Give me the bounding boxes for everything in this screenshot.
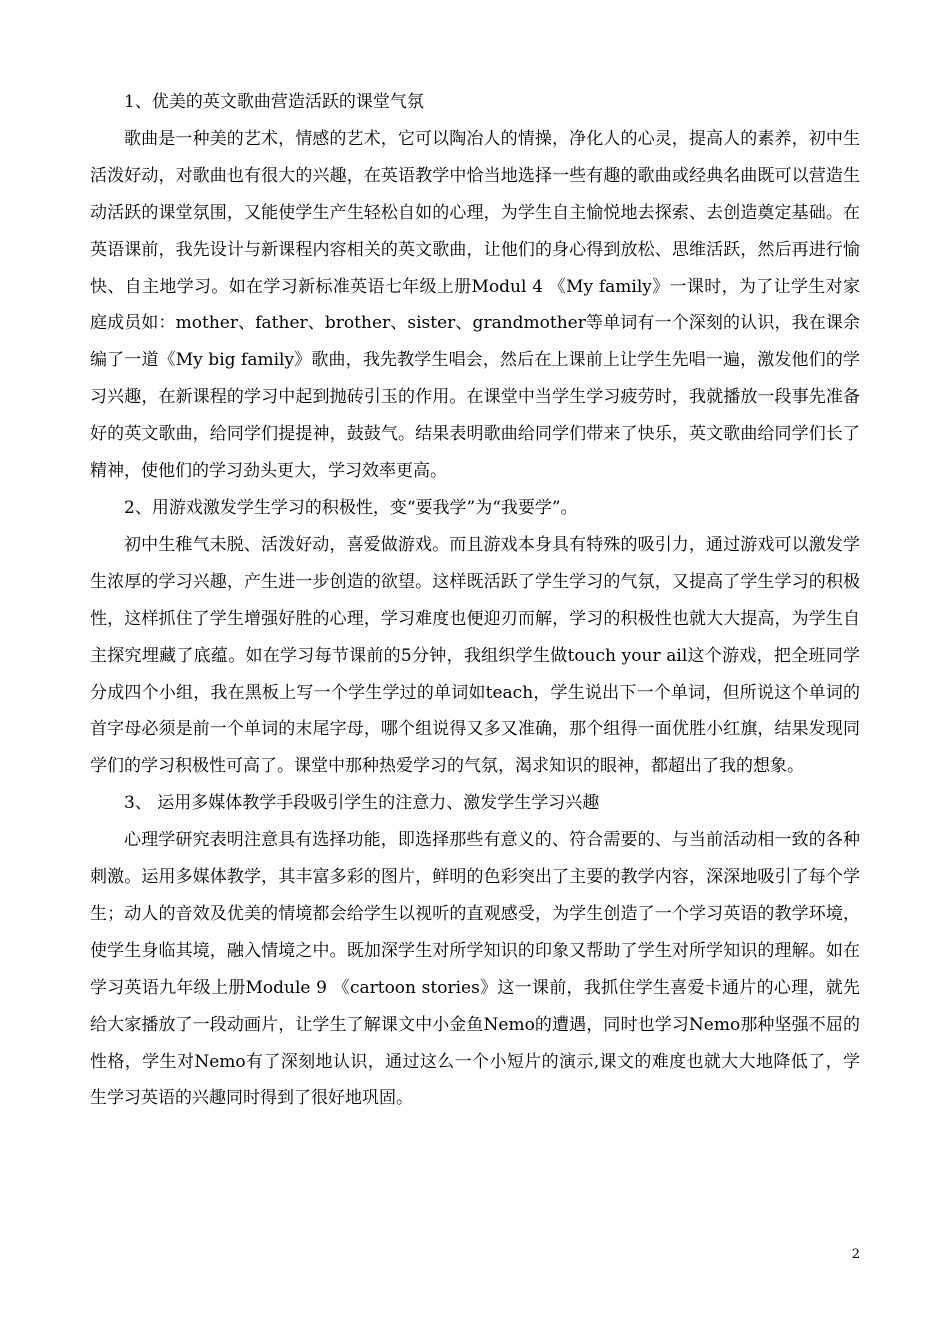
section-heading-1: 1、优美的英文歌曲营造活跃的课堂气氛 bbox=[124, 92, 424, 112]
page-number: 2 bbox=[851, 1247, 860, 1262]
document-page bbox=[90, 84, 860, 1117]
body-paragraph-2: 初中生稚气未脱、活泼好动，喜爱做游戏。而且游戏本身具有特殊的吸引力，通过游戏可以激发学生浓厚的学习兴趣，产生进一步创造的欲望。这样既活跃了学生学习的气氛，又提高了学生学习的积极性，这样抓住了学生增强好胜的心理，学习难度也便迎刃而解，学习的积极性也就大大提高，为学生自主探究埋藏了底蕴。如在学习每节课前的5分钟，我组织学生做touch your ail这个游戏，把全班同学分成四个小组，我在黑板上写一个学生学过的单词如teach，学生说出下一个单词，但所说这个单词的首字母必须是前一个单词的末尾字母，哪个组说得又多又准确，那个组得一面优胜小红旗，结果发现同学们的学习积极性可高了。课堂中那种热爱学习的气氛，渴求知识的眼神，都超出了我的想象。 bbox=[90, 534, 860, 777]
body-paragraph-1: 歌曲是一种美的艺术，情感的艺术，它可以陶冶人的情操，净化人的心灵，提高人的素养，初中生活泼好动，对歌曲也有很大的兴趣，在英语教学中恰当地选择一些有趣的歌曲或经典名曲既可以营造生动活跃的课堂氛围，又能使学生产生轻松自如的心理，为学生自主愉悦地去探索、去创造奠定基础。在英语课前，我先设计与新课程内容相关的英文歌曲，让他们的身心得到放松、思维活跃，然后再进行愉快、自主地学习。如在学习新标准英语七年级上册Modul 4 《My family》一课时，为了让学生对家庭成员如：mother、father、brother、sister、grandmother等单词有一个深刻的认识，我在课余编了一道《My big family》歌曲，我先教学生唱会，然后在上课前上让学生先唱一遍，激发他们的学习兴趣，在新课程的学习中起到抛砖引玉的作用。在课堂中当学生学习疲劳时，我就播放一段事先准备好的英文歌曲，给同学们提提神，鼓鼓气。结果表明歌曲给同学们带来了快乐，英文歌曲给同学们长了精神，使他们的学习劲头更大，学习效率更高。 bbox=[90, 128, 860, 482]
body-paragraph-3: 心理学研究表明注意具有选择功能，即选择那些有意义的、符合需要的、与当前活动相一致的各种刺激。运用多媒体教学，其丰富多彩的图片，鲜明的色彩突出了主要的教学内容，深深地吸引了每个学生；动人的音效及优美的情境都会给学生以视听的直观感受，为学生创造了一个学习英语的教学环境，使学生身临其境，融入情境之中。既加深学生对所学知识的印象又帮助了学生对所学知识的理解。如在学习英语九年级上册Module 9 《cartoon stories》这一课前，我抓住学生喜爱卡通片的心理，就先给大家播放了一段动画片，让学生了解课文中小金鱼Nemo的遭遇，同时也学习Nemo那种坚强不屈的性格，学生对Nemo有了深刻地认识，通过这么一个小短片的演示,课文的难度也就大大地降低了，学生学习英语的兴趣同时得到了很好地巩固。 bbox=[90, 830, 860, 1109]
section-heading-2: 2、用游戏激发学生学习的积极性，变“要我学”为“我要学”。 bbox=[124, 497, 578, 518]
section-heading-3: 3、 运用多媒体教学手段吸引学生的注意力、激发学生学习兴趣 bbox=[124, 793, 600, 814]
